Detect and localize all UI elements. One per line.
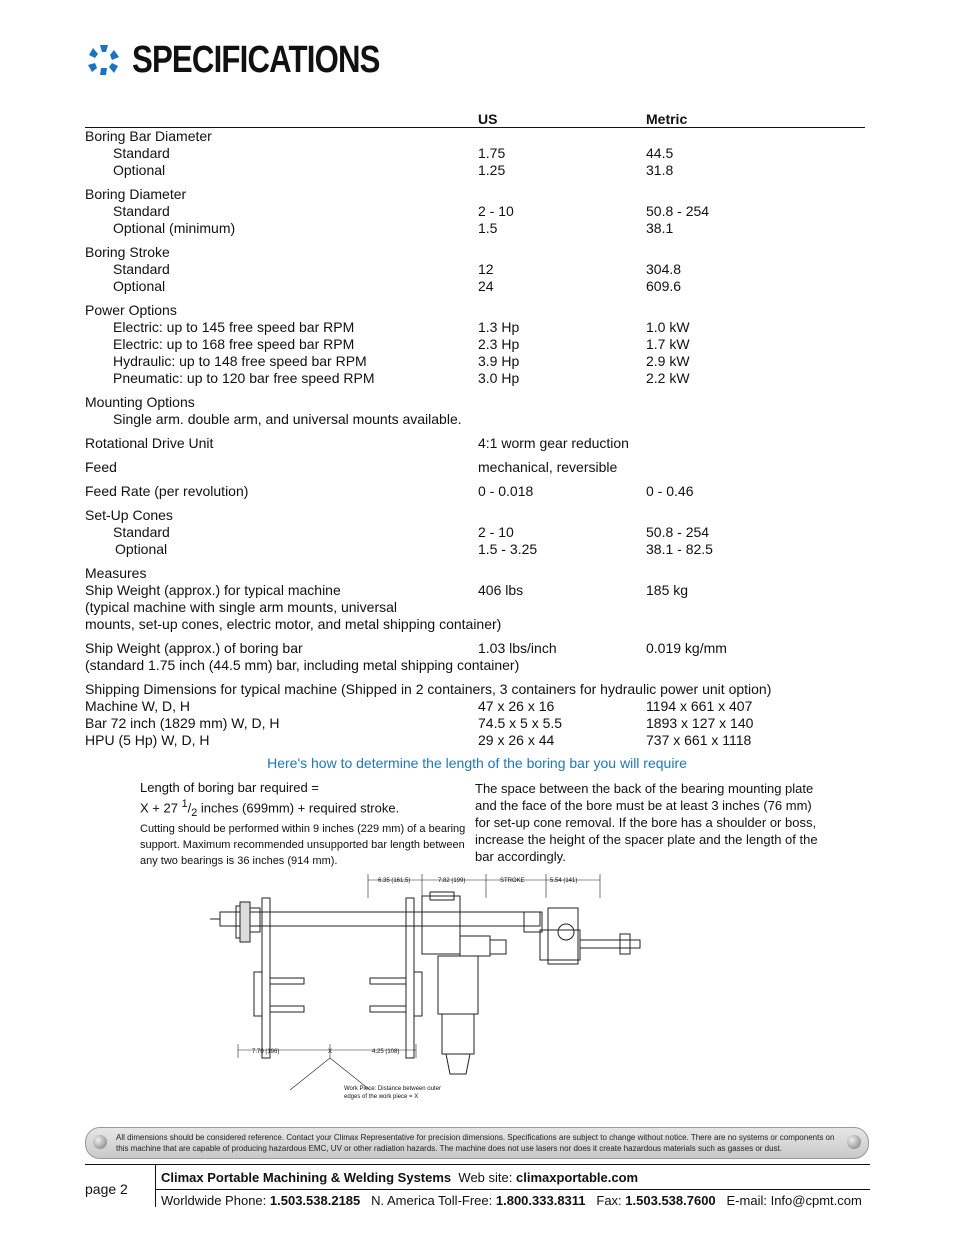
spec-metric-value: 50.8 - 254 (646, 203, 710, 219)
spec-label: Feed Rate (per revolution) (85, 483, 249, 499)
dim-label-2: 7.82 (199) (438, 878, 466, 884)
spec-metric-value: 1.0 kW (646, 319, 690, 335)
spec-metric-value: 737 x 661 x 1118 (646, 732, 752, 748)
spec-label: Optional (115, 541, 168, 557)
spec-row (85, 145, 865, 162)
spec-row (85, 411, 865, 428)
spec-label: Optional (113, 278, 166, 294)
spec-us-value: 1.03 lbs/inch (478, 640, 557, 656)
spec-us-value: 12 (478, 261, 494, 277)
spec-label: Single arm. double arm, and universal mounts available. (113, 411, 462, 427)
spec-label: Measures (85, 565, 147, 581)
page-number: page 2 (85, 1181, 128, 1197)
spec-us-value: 0 - 0.018 (478, 483, 534, 499)
spec-metric-value: 0 - 0.46 (646, 483, 694, 499)
spec-row (85, 261, 865, 278)
dim-label-x: X (328, 1049, 333, 1055)
spec-us-value: 2 - 10 (478, 203, 514, 219)
spec-row (85, 732, 865, 749)
boring-bar-heading: Here's how to determine the length of the boring bar you will require (267, 755, 687, 771)
dim-label-1: 6.35 (161.5) (378, 878, 411, 884)
dim-label-5: 7.70 (196) (252, 1049, 280, 1055)
spec-label: Shipping Dimensions for typical machine (Shipped in 2 containers, 3 containers for hydraulic power unit option) (85, 681, 772, 697)
spec-metric-value: 31.8 (646, 162, 674, 178)
spec-label: Electric: up to 168 free speed bar RPM (113, 336, 355, 352)
spec-table-header (85, 110, 865, 128)
spec-label: Bar 72 inch (1829 mm) W, D, H (85, 715, 280, 731)
spec-us-value: 74.5 x 5 x 5.5 (478, 715, 563, 731)
spec-label: Machine W, D, H (85, 698, 191, 714)
spec-note: (standard 1.75 inch (44.5 mm) bar, including metal shipping container) (85, 657, 520, 673)
spec-metric-value: 185 kg (646, 582, 689, 598)
spec-metric-value: 2.9 kW (646, 353, 690, 369)
spec-row (85, 565, 865, 582)
spec-row (85, 459, 865, 476)
spec-row (85, 278, 865, 295)
spec-us-value: 3.9 Hp (478, 353, 520, 369)
spacer-note: The space between the back of the bearing mounting plate and the face of the bore must be at least 3 inches (76 mm) for set-up cone removal. If the bore has a shoulder or boss, increase the height of the spacer plate and the length of the bar accordingly. (475, 781, 818, 864)
company-name: Climax Portable Machining & Welding Systems (161, 1170, 452, 1185)
spec-row (85, 524, 865, 541)
tollfree-label: N. America Toll-Free: (371, 1193, 493, 1208)
spec-metric-value: 38.1 - 82.5 (646, 541, 713, 557)
column-metric: Metric (646, 111, 688, 127)
spec-us-value: 1.75 (478, 145, 506, 161)
spec-label: Standard (113, 145, 170, 161)
spec-us-value: 4:1 worm gear reduction (478, 435, 629, 451)
spec-label: Pneumatic: up to 120 bar free speed RPM (113, 370, 375, 386)
spec-row (85, 162, 865, 179)
spec-row (85, 599, 865, 616)
fax-number: 1.503.538.7600 (625, 1193, 716, 1208)
spec-us-value: mechanical, reversible (478, 459, 618, 475)
spec-label: Feed (85, 459, 117, 475)
spec-row (85, 698, 865, 715)
spec-note: (typical machine with single arm mounts, universal (85, 599, 398, 615)
work-piece-caption-1: Work Piece: Distance between outer (344, 1086, 441, 1092)
boring-bar-setup-diagram (210, 868, 650, 1104)
spec-us-value: 3.0 Hp (478, 370, 520, 386)
phone-number: 1.503.538.2185 (269, 1193, 361, 1208)
spec-metric-value: 44.5 (646, 145, 674, 161)
boring-bar-shape (220, 912, 540, 926)
spec-metric-value: 609.6 (646, 278, 682, 294)
spec-row (85, 657, 865, 674)
fraction-numerator: 1 (181, 798, 188, 810)
formula-part: X + 27 (140, 800, 182, 816)
web-label: Web site: (458, 1170, 513, 1185)
spec-table (85, 110, 865, 749)
spec-row (85, 319, 865, 336)
spec-row (85, 370, 865, 387)
tollfree-number: 1.800.333.8311 (495, 1193, 586, 1208)
spec-row (85, 616, 865, 633)
spec-label: Standard (113, 203, 170, 219)
website-link[interactable]: climaxportable.com (515, 1170, 639, 1185)
page-footer (85, 1164, 870, 1210)
page-header (86, 38, 434, 82)
spec-row (85, 336, 865, 353)
spec-metric-value: 50.8 - 254 (646, 524, 710, 540)
spec-us-value: 1.5 - 3.25 (478, 541, 538, 557)
column-us: US (478, 111, 498, 127)
spec-us-value: 2 - 10 (478, 524, 514, 540)
spec-metric-value: 1.7 kW (646, 336, 690, 352)
spec-metric-value: 304.8 (646, 261, 682, 277)
fax-label: Fax: (596, 1193, 622, 1208)
rivet-icon (847, 1135, 861, 1149)
spec-label: Boring Bar Diameter (85, 128, 212, 144)
spec-label: HPU (5 Hp) W, D, H (85, 732, 210, 748)
spec-us-value: 47 x 26 x 16 (478, 698, 555, 714)
spec-us-value: 1.25 (478, 162, 506, 178)
left-mount-arm (262, 898, 270, 1058)
disclaimer-text: All dimensions should be considered reference. Contact your Climax Representative for precision dimensions. Specifications are subject to change without notice. There are no systems or components on this machine that are capable of producing hazardous EMC, UV or other radiation hazards. The machine does not use lasers nor does it create hazardous materials such as gasses or dust. (116, 1133, 835, 1153)
spec-row (85, 353, 865, 370)
spec-label: Ship Weight (approx.) of boring bar (85, 640, 303, 656)
spec-row (85, 582, 865, 599)
formula-part: inches (699mm) + required stroke. (197, 800, 400, 816)
spec-label: Optional (minimum) (113, 220, 236, 236)
spec-row (85, 681, 865, 698)
spec-row (85, 715, 865, 732)
spec-row (85, 220, 865, 237)
spec-us-value: 29 x 26 x 44 (478, 732, 555, 748)
spec-row (85, 128, 865, 145)
spec-label: Power Options (85, 302, 177, 318)
spec-us-value: 24 (478, 278, 494, 294)
disclaimer-bar (85, 1127, 869, 1159)
spec-row (85, 302, 865, 319)
spec-metric-value: 38.1 (646, 220, 674, 236)
spec-note: mounts, set-up cones, electric motor, and metal shipping container) (85, 616, 502, 632)
drive-unit (422, 896, 460, 954)
dim-label-7: 4.25 (108) (372, 1049, 400, 1055)
spec-row (85, 541, 865, 558)
spec-label: Rotational Drive Unit (85, 435, 214, 451)
cutting-note: Cutting should be performed within 9 inches (229 mm) of a bearing support. Maximum recommended unsupported bar length between any two bearings is 36 inches (914 mm). (140, 822, 466, 867)
spec-label: Optional (113, 162, 166, 178)
spec-row (85, 203, 865, 220)
spec-row (85, 640, 865, 657)
spec-label: Standard (113, 524, 170, 540)
footer-company-line (161, 1170, 638, 1185)
page-title: SPECIFICATIONS (132, 38, 380, 81)
spec-row (85, 186, 865, 203)
spec-metric-value: 1893 x 127 x 140 (646, 715, 754, 731)
spec-label: Boring Diameter (85, 186, 187, 202)
spec-row (85, 507, 865, 524)
spec-label: Ship Weight (approx.) for typical machine (85, 582, 341, 598)
motor (438, 956, 478, 1014)
spec-row (85, 244, 865, 261)
spec-us-value: 2.3 Hp (478, 336, 520, 352)
formula-line-2: X + 27 $^1/_2$ inches (699mm) + required stroke. (140, 798, 400, 819)
spec-metric-value: 1194 x 661 x 407 (646, 698, 753, 714)
dim-label-4: 5.54 (141) (550, 878, 578, 884)
spec-us-value: 406 lbs (478, 582, 524, 598)
email-label: E-mail: (726, 1193, 767, 1208)
dim-label-stroke: STROKE (500, 878, 525, 884)
phone-label: Worldwide Phone: (161, 1193, 267, 1208)
spec-label: Boring Stroke (85, 244, 170, 260)
bar-length-formula (140, 780, 470, 869)
spec-label: Hydraulic: up to 148 free speed bar RPM (113, 353, 367, 369)
spec-label: Standard (113, 261, 170, 277)
spec-metric-value: 2.2 kW (646, 370, 690, 386)
rivet-icon (93, 1135, 107, 1149)
formula-line-1: Length of boring bar required = (140, 780, 319, 795)
spec-row (85, 483, 865, 500)
footer-contact-line (161, 1193, 862, 1208)
spec-metric-value: 0.019 kg/mm (646, 640, 727, 656)
fraction-denominator: 2 (191, 806, 198, 819)
spec-label: Electric: up to 145 free speed bar RPM (113, 319, 355, 335)
spec-label: Mounting Options (85, 394, 195, 410)
spec-row (85, 435, 865, 452)
spec-us-value: 1.3 Hp (478, 319, 520, 335)
email-link[interactable]: Info@cpmt.com (770, 1193, 862, 1208)
right-mount-arm (406, 898, 414, 1058)
work-piece-caption-2: edges of the work piece = X (344, 1094, 419, 1100)
spec-label: Set-Up Cones (85, 507, 173, 523)
climax-star-logo-icon (86, 42, 122, 78)
spec-us-value: 1.5 (478, 220, 498, 236)
spec-row (85, 394, 865, 411)
